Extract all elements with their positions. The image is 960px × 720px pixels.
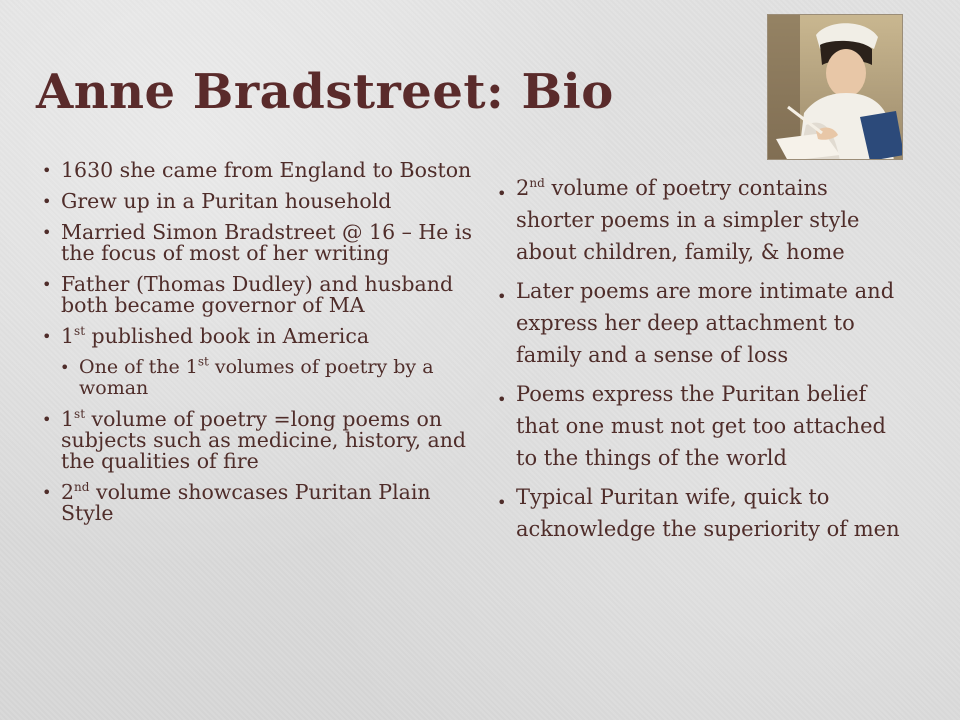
bullet-dot-icon: • bbox=[42, 161, 52, 180]
left-bullet-list bbox=[42, 160, 472, 534]
portrait-image bbox=[767, 14, 903, 160]
bullet-dot-icon: • bbox=[42, 327, 52, 346]
bullet-item: • 1630 she came from England to Boston bbox=[42, 158, 472, 182]
bullet-item: • 1st volume of poetry =long poems on subjects such as medicine, history, and the qualities of fire bbox=[42, 407, 467, 473]
bullet-item: • Grew up in a Puritan household bbox=[42, 189, 392, 213]
bullet-item: • Father (Thomas Dudley) and husband both became governor of MA bbox=[42, 272, 454, 317]
bullet-dot-icon: • bbox=[42, 410, 52, 429]
bullet-dot-icon: • bbox=[42, 223, 52, 242]
bullet-dot-icon: • bbox=[497, 390, 507, 409]
bullet-dot-icon: • bbox=[60, 358, 70, 377]
bullet-item: • 2nd volume showcases Puritan Plain Style bbox=[42, 480, 431, 525]
bullet-item: • 2nd volume of poetry contains shorter poems in a simpler style about children, family, & home bbox=[497, 176, 860, 264]
bullet-item: • Poems express the Puritan belief that one must not get too attached to the things of the world bbox=[497, 382, 886, 470]
bullet-dot-icon: • bbox=[497, 493, 507, 512]
bullet-dot-icon: • bbox=[42, 275, 52, 294]
bullet-dot-icon: • bbox=[42, 192, 52, 211]
bullet-dot-icon: • bbox=[497, 287, 507, 306]
right-bullet-list bbox=[497, 172, 912, 552]
slide-title: Anne Bradstreet: Bio bbox=[36, 64, 614, 120]
bullet-item: • Typical Puritan wife, quick to acknowledge the superiority of men bbox=[497, 485, 900, 541]
bullet-item: • 1st published book in America bbox=[42, 324, 370, 348]
bullet-dot-icon: • bbox=[42, 483, 52, 502]
bullet-item: • Married Simon Bradstreet @ 16 – He is the focus of most of her writing bbox=[42, 220, 473, 265]
sub-bullet-item: • One of the 1st volumes of poetry by a woman bbox=[60, 354, 434, 399]
bullet-dot-icon: • bbox=[497, 184, 507, 203]
bullet-item: • Later poems are more intimate and express her deep attachment to family and a sense of loss bbox=[497, 279, 895, 367]
